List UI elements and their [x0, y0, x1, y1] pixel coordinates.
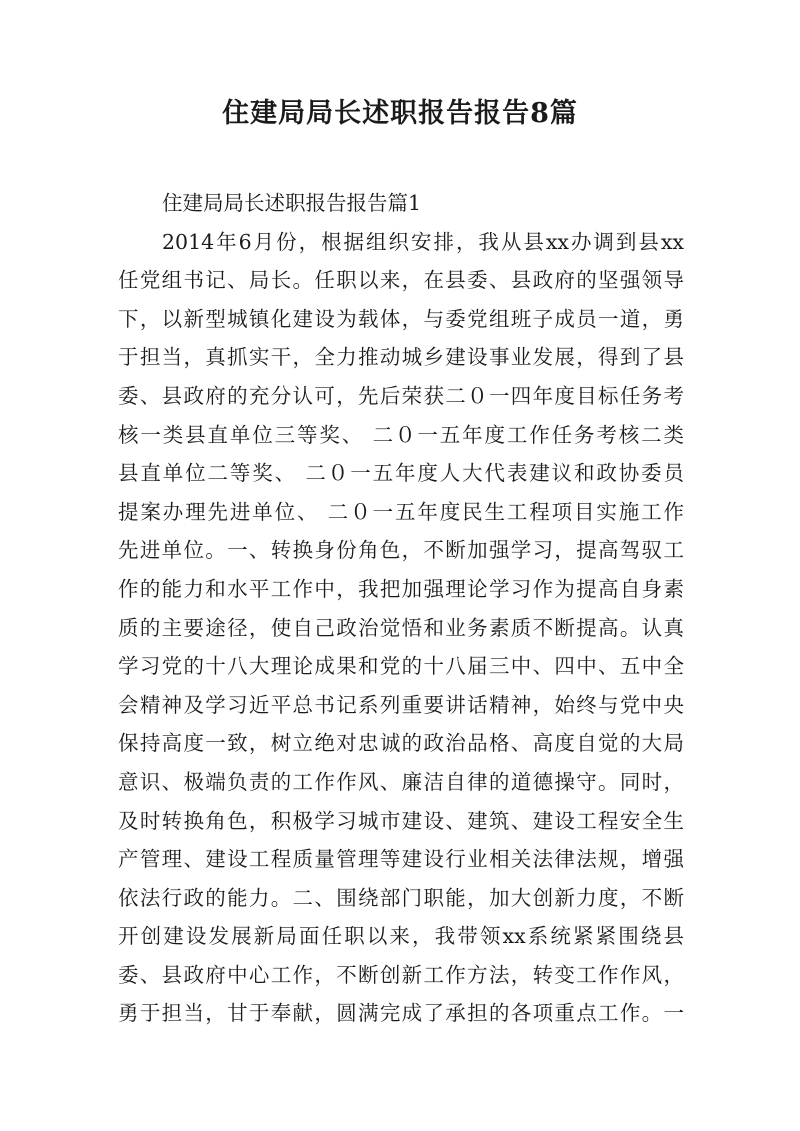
- paragraph-line: 保持高度一致，树立绝对忠诚的政治品格、高度自觉的大局: [118, 731, 684, 756]
- paragraph-line: 会精神及学习近平总书记系列重要讲话精神，始终与党中央: [118, 692, 684, 717]
- paragraph-line: 县直单位二等奖、 二０一五年度人大代表建议和政协委员: [118, 461, 684, 486]
- section-heading: 住建局局长述职报告报告篇1: [162, 191, 422, 215]
- paragraph-line: 下，以新型城镇化建设为载体，与委党组班子成员一道，勇: [118, 306, 684, 331]
- paragraph-line: 核一类县直单位三等奖、 二０一五年度工作任务考核二类: [118, 422, 684, 447]
- paragraph-line: 作的能力和水平工作中，我把加强理论学习作为提高自身素: [118, 576, 684, 601]
- paragraph-line: 质的主要途径，使自己政治觉悟和业务素质不断提高。认真: [118, 615, 684, 640]
- paragraph-line: 开创建设发展新局面任职以来，我带领xx系统紧紧围绕县: [118, 924, 684, 949]
- paragraph-line: 依法行政的能力。二、围绕部门职能，加大创新力度，不断: [118, 885, 684, 910]
- paragraph-line: 任党组书记、局长。任职以来，在县委、县政府的坚强领导: [118, 268, 684, 293]
- paragraph-line: 及时转换角色，积极学习城市建设、建筑、建设工程安全生: [118, 808, 684, 833]
- paragraph-line: 先进单位。一、转换身份角色，不断加强学习，提高驾驭工: [118, 538, 684, 563]
- paragraph-line: 委、县政府中心工作，不断创新工作方法，转变工作作风，: [118, 962, 684, 987]
- paragraph-line: 于担当，真抓实干，全力推动城乡建设事业发展，得到了县: [118, 345, 684, 370]
- paragraph-line: 提案办理先进单位、 二０一五年度民生工程项目实施工作: [118, 499, 684, 524]
- paragraph-line: 意识、极端负责的工作作风、廉洁自律的道德操守。同时，: [118, 769, 684, 794]
- document-body: [118, 184, 684, 1033]
- paragraph-line: 学习党的十八大理论成果和党的十八届三中、四中、五中全: [118, 654, 684, 679]
- paragraph-line: 委、县政府的充分认可，先后荣获二０一四年度目标任务考: [118, 383, 684, 408]
- paragraph-line: 2014年6月份，根据组织安排，我从县xx办调到县xx: [162, 229, 684, 254]
- paragraph-line: 产管理、建设工程质量管理等建设行业相关法律法规，增强: [118, 847, 684, 872]
- paragraph-line: 勇于担当，甘于奉献，圆满完成了承担的各项重点工作。一: [118, 1001, 684, 1026]
- document-title: 住建局局长述职报告报告8篇: [222, 98, 578, 129]
